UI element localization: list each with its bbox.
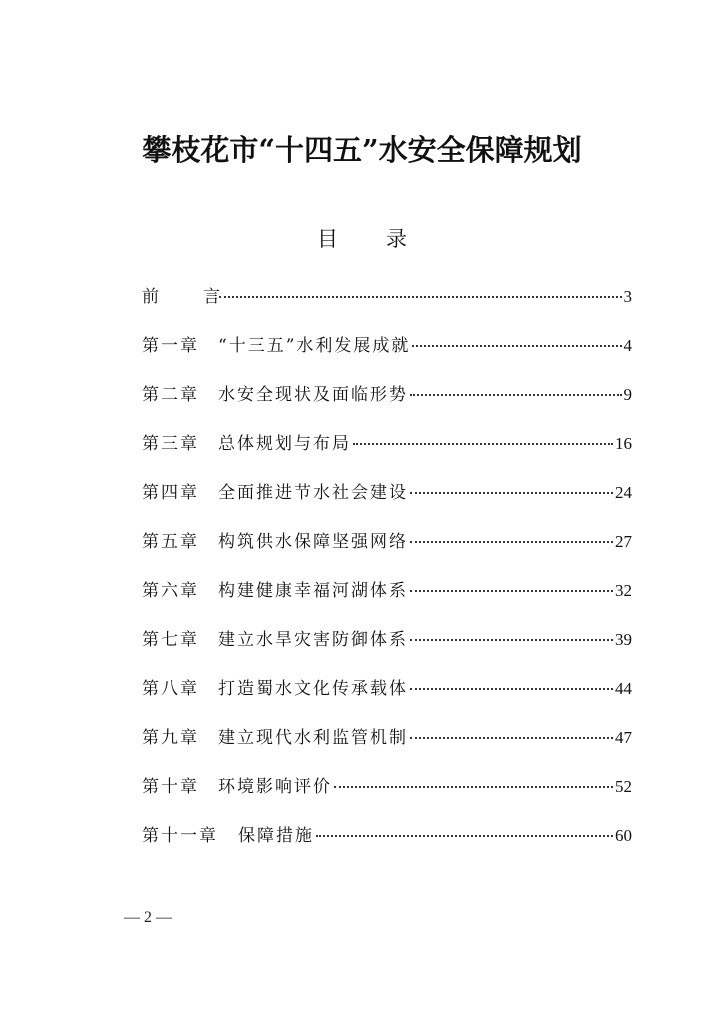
page-title: 攀枝花市“十四五”水安全保障规划 — [142, 133, 582, 167]
toc-chapter-label: 第一章 — [142, 336, 199, 356]
toc-chapter-title: 建立水旱灾害防御体系 — [218, 630, 408, 650]
toc-entry-chapter-5[interactable] — [142, 528, 632, 577]
toc-chapter-label: 第七章 — [142, 630, 199, 650]
toc-chapter-title: 全面推进节水社会建设 — [218, 483, 408, 503]
toc-leader-dots — [334, 785, 613, 788]
toc-chapter-title: 总体规划与布局 — [218, 434, 351, 454]
toc-entry-chapter-10[interactable] — [142, 773, 632, 822]
table-of-contents — [142, 283, 632, 871]
toc-leader-dots — [353, 442, 613, 445]
toc-entry-chapter-2[interactable] — [142, 381, 632, 430]
toc-chapter-title: 保障措施 — [238, 826, 314, 846]
toc-heading-right: 录 — [386, 227, 407, 251]
toc-leader-dots — [410, 491, 613, 494]
toc-leader-dots — [412, 344, 621, 347]
toc-chapter-label: 第五章 — [142, 532, 199, 552]
toc-leader-dots — [410, 589, 613, 592]
toc-chapter-title: 构建健康幸福河湖体系 — [218, 581, 408, 601]
toc-chapter-title: 环境影响评价 — [218, 777, 332, 797]
toc-page-number: 27 — [615, 532, 632, 551]
toc-heading-left: 目 — [317, 227, 338, 251]
toc-leader-dots — [410, 393, 622, 396]
toc-entry-chapter-6[interactable] — [142, 577, 632, 626]
toc-entry-chapter-3[interactable] — [142, 430, 632, 479]
toc-leader-dots — [410, 540, 613, 543]
toc-chapter-label: 第三章 — [142, 434, 199, 454]
toc-page-number: 4 — [623, 336, 632, 355]
toc-chapter-label: 第四章 — [142, 483, 199, 503]
toc-entry-preface[interactable] — [142, 283, 632, 332]
toc-page-number: 52 — [615, 777, 632, 796]
toc-chapter-title: 打造蜀水文化传承载体 — [218, 679, 408, 699]
toc-chapter-label: 第八章 — [142, 679, 199, 699]
toc-page-number: 3 — [623, 287, 632, 306]
toc-heading — [0, 224, 724, 254]
toc-page-number: 47 — [615, 728, 632, 747]
toc-leader-dots — [219, 295, 622, 298]
toc-chapter-label: 第六章 — [142, 581, 199, 601]
page-number: — 2 — — [124, 909, 172, 926]
toc-leader-dots — [410, 638, 613, 641]
toc-chapter-label: 第十章 — [142, 777, 199, 797]
toc-entry-chapter-1[interactable] — [142, 332, 632, 381]
toc-entry-chapter-11[interactable] — [142, 822, 632, 871]
toc-entry-chapter-9[interactable] — [142, 724, 632, 773]
toc-chapter-title: 构筑供水保障坚强网络 — [218, 532, 408, 552]
toc-chapter-label: 第十一章 — [142, 826, 218, 846]
toc-entry-chapter-4[interactable] — [142, 479, 632, 528]
toc-chapter-label: 第二章 — [142, 385, 199, 405]
toc-chapter-title: “十三五”水利发展成就 — [218, 336, 411, 356]
toc-page-number: 44 — [615, 679, 632, 698]
toc-chapter-title: 水安全现状及面临形势 — [218, 385, 408, 405]
toc-chapter-title: 建立现代水利监管机制 — [218, 728, 408, 748]
toc-leader-dots — [410, 736, 613, 739]
toc-page-number: 32 — [615, 581, 632, 600]
toc-page-number: 9 — [623, 385, 632, 404]
toc-chapter-label: 第九章 — [142, 728, 199, 748]
toc-page-number: 16 — [615, 434, 632, 453]
toc-page-number: 60 — [615, 826, 632, 845]
toc-entry-chapter-8[interactable] — [142, 675, 632, 724]
toc-page-number: 39 — [615, 630, 632, 649]
toc-entry-chapter-7[interactable] — [142, 626, 632, 675]
toc-leader-dots — [316, 834, 613, 837]
toc-page-number: 24 — [615, 483, 632, 502]
toc-leader-dots — [410, 687, 613, 690]
toc-chapter-label: 前 言 — [142, 287, 220, 307]
